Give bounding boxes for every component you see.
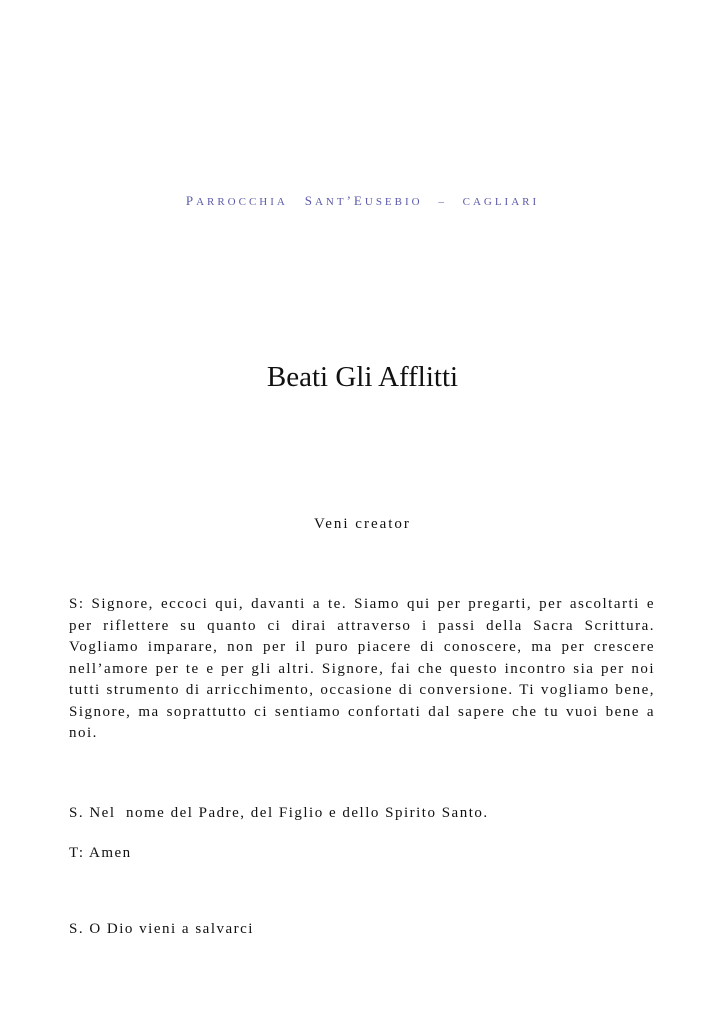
parish-header [0, 193, 725, 209]
parish-city: CAGLIARI [462, 196, 540, 208]
line-salvarci: S. O Dio vieni a salvarci [69, 921, 254, 937]
saint-initial-e: ’E [346, 193, 365, 208]
document-title: Beati Gli Afflitti [266, 361, 459, 393]
saint-word-rest: USEBIO [364, 196, 423, 208]
intro-paragraph: S: Signore, eccoci qui, davanti a te. Siamo qui per pregarti, per ascoltarti e per riflettere su quanto ci dirai attraverso i passi della Sacra Scrittura. Vogliamo imparare, non per il puro piacere di conoscere, ma per crescere nell’amore per te e per gli altri. Signore, fai che questo incontro sia per noi tutti strumento di arricchimento, occasione di conversione. Ti vogliamo bene, Signore, ma soprattutto ci sentiamo confortati dal sapere che tu vuoi bene a noi. [69, 596, 655, 741]
parish-initial-s: S [304, 193, 315, 208]
saint-word-mid: ANT [314, 196, 347, 208]
parish-initial-p: P [185, 193, 197, 208]
line-sign-of-cross: S. Nel nome del Padre, del Figlio e dello Spirito Santo. [69, 805, 489, 821]
parish-word-rest: ARROCCHIA [196, 196, 288, 208]
document-subtitle: Veni creator [314, 516, 411, 532]
line-amen: T: Amen [69, 845, 132, 861]
header-separator: – [438, 196, 447, 208]
